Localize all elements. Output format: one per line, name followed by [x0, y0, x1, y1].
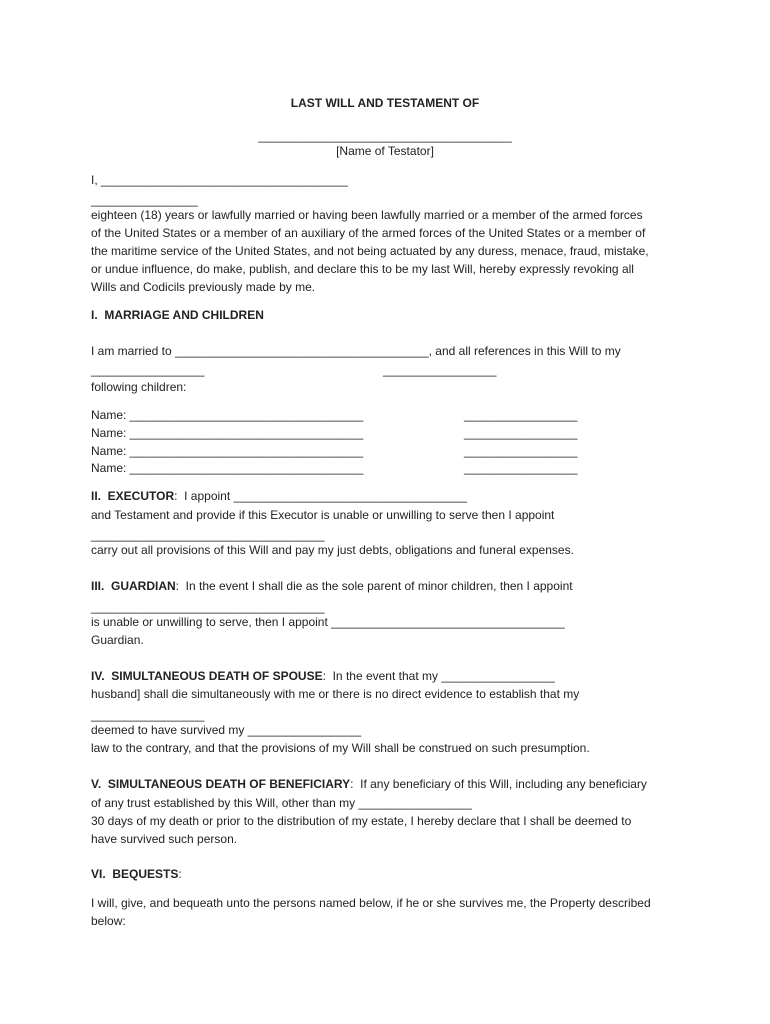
bequests-heading-colon: : [178, 867, 182, 881]
child-name-field[interactable]: Name: ___________________________________ [91, 444, 364, 458]
beneficiary-death-line-2[interactable]: of any trust established by this Will, other than my _________________ [91, 796, 472, 810]
guardian-line-1 [91, 579, 573, 593]
executor-line-4: carry out all provisions of this Will and pay my just debts, obligations and funeral expenses. [91, 543, 574, 557]
intro-line-1[interactable]: I, _____________________________________ [91, 173, 348, 187]
spouse-death-line-5: law to the contrary, and that the provisions of my Will shall be construed on such presumption. [91, 741, 590, 755]
executor-alternate-blank[interactable]: ___________________________________ [91, 528, 325, 542]
marriage-blank-2[interactable]: _________________ [383, 363, 497, 377]
intro-line-7: Wills and Codicils previously made by me. [91, 280, 316, 294]
beneficiary-death-line-4: have survived such person. [91, 832, 238, 846]
child-extra-field[interactable]: _________________ [464, 461, 578, 475]
bequests-heading-line [91, 867, 182, 881]
child-name-field[interactable]: Name: ___________________________________ [91, 461, 364, 475]
section-beneficiary-death-heading: V. SIMULTANEOUS DEATH OF BENEFICIARY [91, 777, 351, 791]
bequests-line-2: below: [91, 914, 126, 928]
intro-line-3: eighteen (18) years or lawfully married or having been lawfully married or a member of the armed forces [91, 208, 643, 222]
intro-line-6: or undue influence, do make, publish, and declare this to be my last Will, hereby expressly revoking all [91, 262, 634, 276]
child-name-field[interactable]: Name: ___________________________________ [91, 426, 364, 440]
spouse-death-event-text[interactable]: : In the event that my _________________ [322, 669, 555, 683]
bequests-line-1: I will, give, and bequeath unto the persons named below, if he or she survives me, the Property described [91, 896, 651, 910]
beneficiary-death-line-1 [91, 777, 647, 791]
intro-line-4: of the United States or a member of an auxiliary of the armed forces of the United States or a member of [91, 226, 646, 240]
section-guardian-heading: III. GUARDIAN [91, 579, 176, 593]
spouse-death-line-4[interactable]: deemed to have survived my _________________ [91, 723, 362, 737]
beneficiary-death-event-text: : If any beneficiary of this Will, including any beneficiary [350, 777, 647, 791]
child-extra-field[interactable]: _________________ [464, 426, 578, 440]
marriage-blank-1[interactable]: _________________ [91, 363, 205, 377]
intro-line-2[interactable]: ________________ [91, 193, 198, 207]
spouse-death-line-1 [91, 669, 555, 683]
section-bequests-heading: VI. BEQUESTS [91, 867, 179, 881]
testator-caption: [Name of Testator] [336, 144, 434, 158]
marriage-line-3: following children: [91, 380, 187, 394]
beneficiary-death-line-3: 30 days of my death or prior to the distribution of my estate, I hereby declare that I shall be deemed to [91, 814, 632, 828]
child-name-field[interactable]: Name: ___________________________________ [91, 408, 364, 422]
intro-line-5: the maritime service of the United States, and not being actuated by any duress, menace, fraud, mistake, [91, 244, 649, 258]
child-extra-field[interactable]: _________________ [464, 444, 578, 458]
spouse-death-blank[interactable]: _________________ [91, 708, 205, 722]
spouse-death-line-2: husband] shall die simultaneously with me or there is no direct evidence to establish that my [91, 687, 580, 701]
section-executor-heading: II. EXECUTOR [91, 489, 175, 503]
executor-appoint-text[interactable]: : I appoint ___________________________________ [174, 489, 468, 503]
marriage-line-1[interactable]: I am married to ______________________________________, and all references in this Will to my [91, 344, 621, 358]
guardian-event-text: : In the event I shall die as the sole parent of minor children, then I appoint [175, 579, 573, 593]
testator-name-blank[interactable]: ______________________________________ [258, 129, 512, 143]
executor-line-2: and Testament and provide if this Executor is unable or unwilling to serve then I appoint [91, 508, 555, 522]
section-spouse-death-heading: IV. SIMULTANEOUS DEATH OF SPOUSE [91, 669, 323, 683]
document-title: LAST WILL AND TESTAMENT OF [290, 96, 480, 110]
child-extra-field[interactable]: _________________ [464, 408, 578, 422]
guardian-blank[interactable]: ___________________________________ [91, 600, 325, 614]
section-marriage-heading: I. MARRIAGE AND CHILDREN [91, 308, 264, 322]
executor-line-1 [91, 489, 467, 503]
guardian-line-3[interactable]: is unable or unwilling to serve, then I appoint ___________________________________ [91, 615, 565, 629]
guardian-line-4: Guardian. [91, 633, 144, 647]
